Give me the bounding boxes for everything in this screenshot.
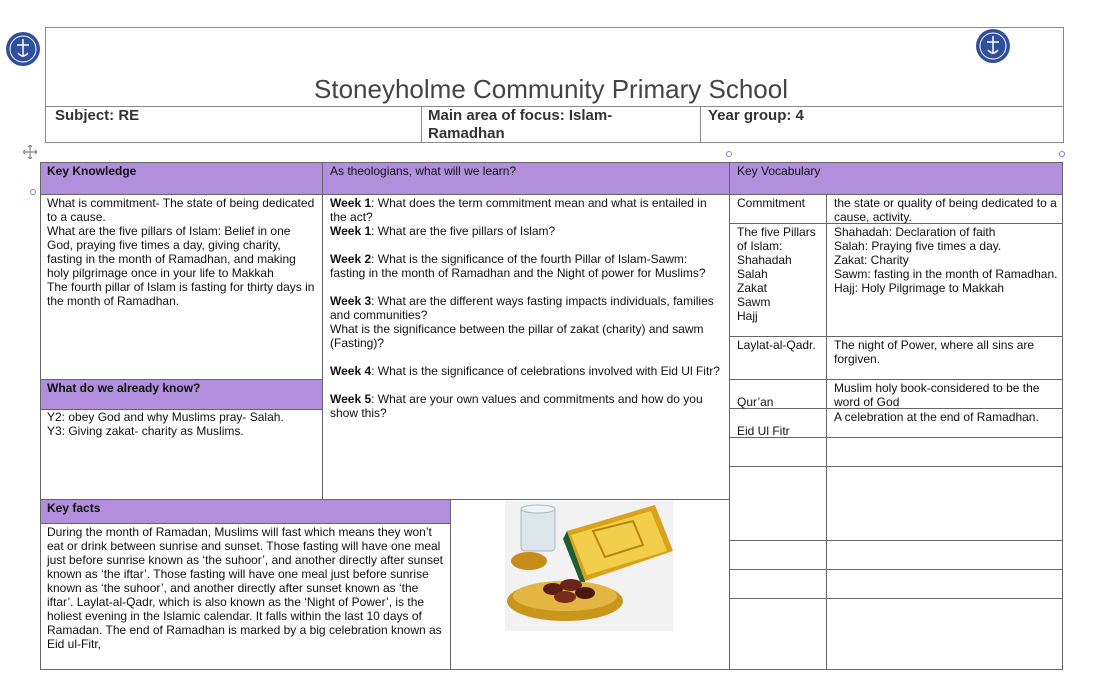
resize-handle-left[interactable] xyxy=(30,189,36,195)
week-item: Week 2: What is the significance of the fourth Pillar of Islam-Sawm: fasting in the month of Ramadhan and the Night of power for Muslims? xyxy=(330,252,706,280)
grid-facts-col xyxy=(450,499,451,670)
key-knowledge-title: Key Knowledge xyxy=(47,164,137,178)
vocab-row-6 xyxy=(730,466,1062,467)
vocab-term: Eid Ul Fitr xyxy=(737,424,790,438)
grid-col-2 xyxy=(729,162,730,670)
vocab-definition: Muslim holy book-considered to be the word of God xyxy=(834,381,1040,409)
vocab-row-9 xyxy=(730,598,1062,599)
vocab-definition: The night of Power, where all sins are forgiven. xyxy=(834,338,1035,366)
vocab-definition: Shahadah: Declaration of faith Salah: Praying five times a day. Zakat: Charity Sawm: fasting in the month of Ramadhan. Hajj: Holy Pilgrimage to Makkah xyxy=(834,225,1058,295)
key-facts-header-bar xyxy=(40,499,450,523)
header-sep-2 xyxy=(700,106,701,143)
grid-facts-top xyxy=(40,499,729,500)
grid-bottom xyxy=(40,669,1062,670)
vocab-definition: A celebration at the end of Ramadhan. xyxy=(834,410,1039,424)
school-crest-icon-left xyxy=(5,31,41,67)
key-facts-title: Key facts xyxy=(47,501,101,515)
vocab-row-7 xyxy=(730,540,1062,541)
learn-title: As theologians, what will we learn? xyxy=(330,164,517,178)
key-facts-body: During the month of Ramadan, Muslims will fast which means they won’t eat or drink between sunrise and sunset. Those fasting will have one meal just before sunrise known as ‘the suhoor’, and another directly after sunset known as ‘the iftar’. Those fasting will have one meal just before sunrise known as ‘the suhoor’, and another directly after sunset known as ‘the iftar’. Laylat-al-Qadr, which is also known as the ‘Night of Power’, is the holiest evening in the Islamic calendar. It falls within the last 10 days of Ramadan. The end of Ramadhan is marked by a big celebration known as Eid ul-Fitr, xyxy=(47,525,443,651)
vocab-definition: the state or quality of being dedicated to a cause, activity. xyxy=(834,196,1057,224)
already-know-title: What do we already know? xyxy=(47,381,201,395)
move-handle-icon[interactable] xyxy=(23,145,37,159)
vocab-title: Key Vocabulary xyxy=(737,164,821,178)
grid-right xyxy=(1062,162,1063,670)
grid-already-top xyxy=(40,379,322,380)
school-name: Stoneyholme Community Primary School xyxy=(314,74,788,104)
key-knowledge-line: What is commitment- The state of being dedicated to a cause. xyxy=(47,196,315,224)
already-know-line: Y3: Giving zakat- charity as Muslims. xyxy=(47,424,244,438)
week-item: What is the significance between the pillar of zakat (charity) and sawm (Fasting)? xyxy=(330,322,704,350)
grid-col-1 xyxy=(322,162,323,499)
grid-header-bottom xyxy=(40,194,1062,195)
year-group-label: Year group: 4 xyxy=(708,107,804,124)
vocab-term: The five Pillars of Islam: Shahadah Salah Zakat Sawm Hajj xyxy=(737,225,816,323)
grid-top xyxy=(40,162,1062,163)
already-know-body xyxy=(47,410,317,438)
week-item: Week 3: What are the different ways fasting impacts individuals, families and communities? xyxy=(330,294,714,322)
header-sep-1 xyxy=(421,106,422,143)
ramadan-dates-quran-image xyxy=(505,501,673,631)
already-know-line: Y2: obey God and why Muslims pray- Salah. xyxy=(47,410,284,424)
key-knowledge-line: The fourth pillar of Islam is fasting for thirty days in the month of Ramadhan. xyxy=(47,280,315,308)
vocab-row-8 xyxy=(730,569,1062,570)
week-item: Week 4: What is the significance of celebrations involved with Eid Ul Fitr? xyxy=(330,364,720,378)
vocab-term: Laylat-al-Qadr. xyxy=(737,338,816,352)
vocab-row-3 xyxy=(730,379,1062,380)
week-item: Week 5: What are your own values and commitments and how do you show this? xyxy=(330,392,703,420)
week-item: Week 1: What does the term commitment mean and what is entailed in the act? xyxy=(330,196,707,224)
key-knowledge-body xyxy=(47,196,317,308)
resize-handle-top-right[interactable] xyxy=(1059,151,1065,157)
grid-facts-header-bottom xyxy=(40,523,450,524)
vocab-term: Commitment xyxy=(737,196,806,210)
focus-label: Main area of focus: Islam- Ramadhan xyxy=(428,107,613,142)
vocab-row-2 xyxy=(730,336,1062,337)
grid-left xyxy=(40,162,41,670)
week-item: Week 1: What are the five pillars of Islam? xyxy=(330,224,556,238)
resize-handle-top-mid[interactable] xyxy=(726,151,732,157)
key-knowledge-line: What are the five pillars of Islam: Belief in one God, praying five times a day, giving charity, fasting in the month of Ramadhan, and making holy pilgrimage once in your life to Makkah xyxy=(47,224,296,280)
learn-body xyxy=(330,196,722,420)
vocab-term: Qur’an xyxy=(737,395,774,409)
subject-label: Subject: RE xyxy=(55,107,140,124)
